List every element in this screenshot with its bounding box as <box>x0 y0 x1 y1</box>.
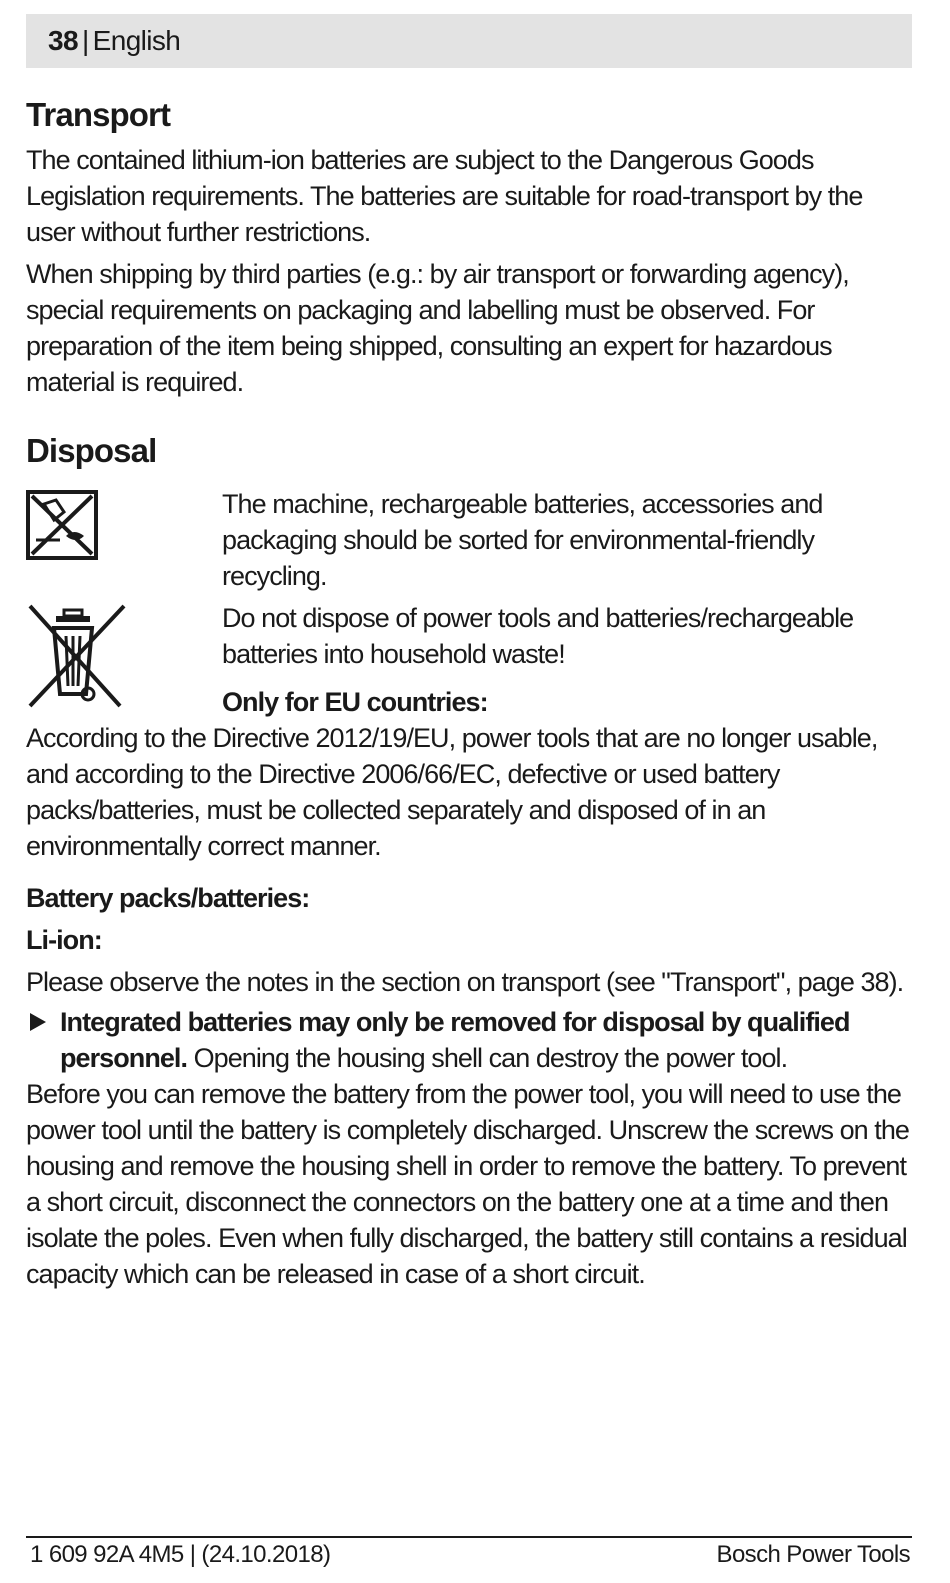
eu-directive-paragraph: According to the Directive 2012/19/EU, power tools that are no longer usable, and according to the Directive 2006/66/EC, defective or used battery packs/batteries, must be collected separately and disposed of in an environmentally correct manner. <box>26 723 878 861</box>
eu-countries-heading: Only for EU countries: <box>222 687 488 717</box>
header-separator: | <box>81 25 89 56</box>
battery-packs-heading: Battery packs/batteries: <box>26 883 310 913</box>
page-number: 38 <box>48 25 78 56</box>
qualified-personnel-bullet <box>26 1004 912 1076</box>
liion-paragraph: Please observe the notes in the section on transport (see "Transport", page 38). <box>26 967 904 997</box>
header-language: English <box>92 25 181 56</box>
disposal-paragraph-2: Do not dispose of power tools and batteries/rechargeable batteries into household waste! <box>222 603 854 669</box>
crossed-out-wheelie-bin-icon <box>26 602 126 712</box>
disposal-title: Disposal <box>26 432 157 469</box>
bullet-bold-text: Integrated batteries may only be removed for disposal by qualified personnel. <box>60 1007 850 1073</box>
page-content <box>26 92 912 1292</box>
transport-paragraph-2: When shipping by third parties (e.g.: by air transport or forwarding agency), special requirements on packaging and labelling must be observed. For preparation of the item being shipped, consulting an expert for hazardous material is required. <box>26 259 849 397</box>
bullet-normal-text: Opening the housing shell can destroy the power tool. <box>187 1043 788 1073</box>
disposal-symbols-block <box>26 486 912 720</box>
transport-title: Transport <box>26 96 171 133</box>
do-not-dispose-household-icon <box>26 490 98 560</box>
footer-brand: Bosch Power Tools <box>716 1541 910 1568</box>
footer-document-id: 1 609 92A 4M5 | (24.10.2018) <box>30 1541 331 1568</box>
bullet-text <box>60 1004 912 1076</box>
bullet-triangle-icon <box>30 1013 46 1031</box>
liion-heading: Li-ion: <box>26 925 102 955</box>
disposal-paragraph-1: The machine, rechargeable batteries, accessories and packaging should be sorted for environmental-friendly recycling. <box>222 489 823 591</box>
transport-paragraph-1: The contained lithium-ion batteries are subject to the Dangerous Goods Legislation requirements. The batteries are suitable for road-transport by the user without further restrictions. <box>26 145 863 247</box>
page-header <box>26 14 912 68</box>
transport-section <box>26 92 912 400</box>
battery-removal-paragraph: Before you can remove the battery from the power tool, you will need to use the power tool until the battery is completely discharged. Unscrew the screws on the housing and remove the housing shell in order to remove the battery. To prevent a short circuit, disconnect the connectors on the battery one at a time and then isolate the poles. Even when fully discharged, the battery still contains a residual capacity which can be released in case of a short circuit. <box>26 1079 909 1289</box>
disposal-section <box>26 428 912 1292</box>
